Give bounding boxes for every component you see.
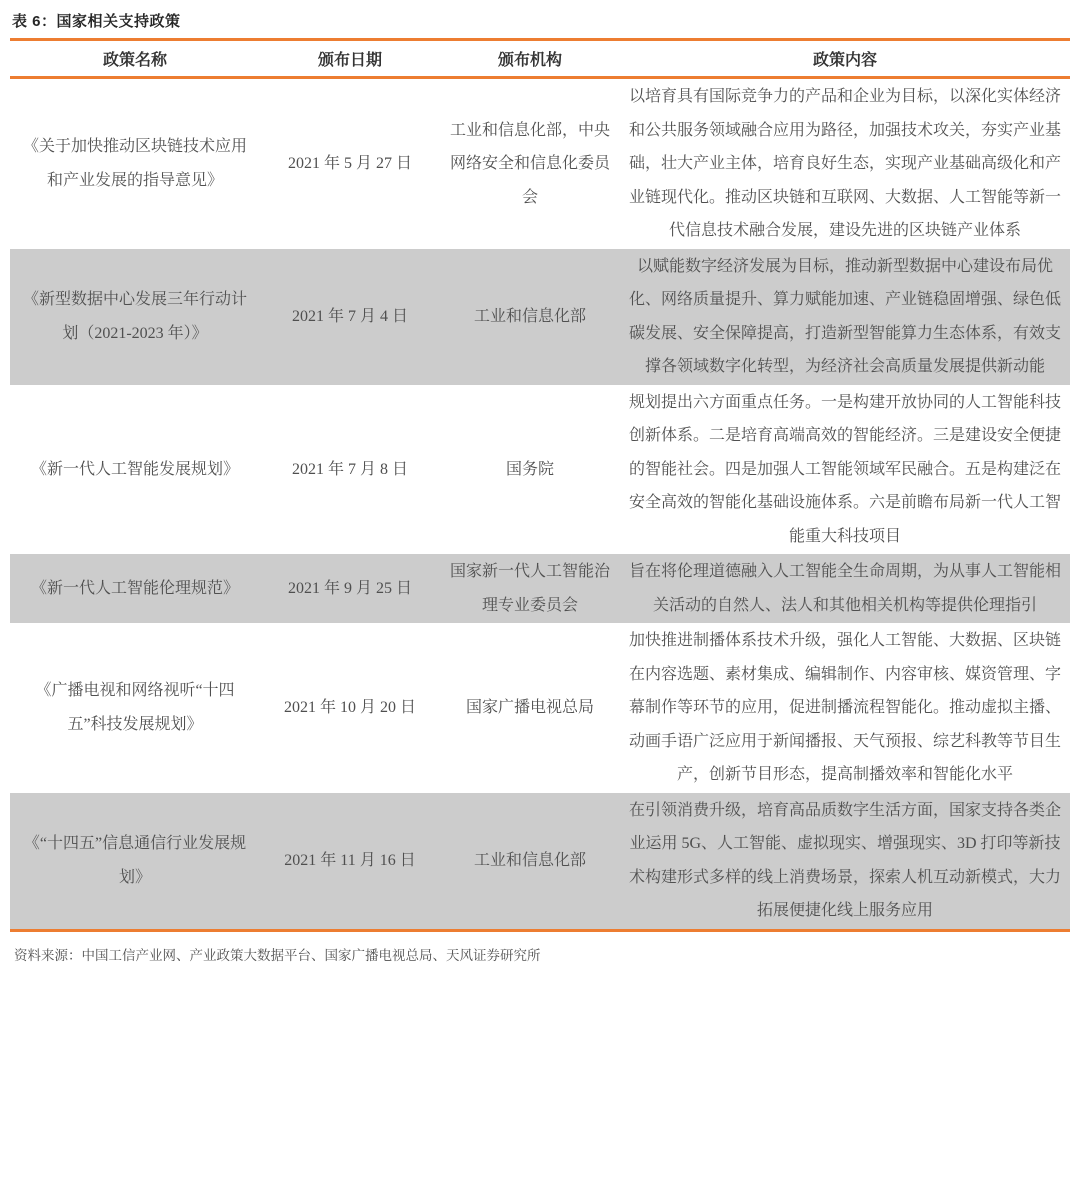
issue-agency-cell: 国家广播电视总局 [465,699,594,716]
table-body [10,78,1070,931]
policy-name-cell: 《广播电视和网络视听“十四五”科技发展规划》 [35,682,235,733]
table-row [10,249,1070,385]
table-row [10,623,1070,793]
policy-content-cell: 加快推进制播体系技术升级，强化人工智能、大数据、区块链在内容选题、素材集成、编辑制作、内容审核、媒资管理、字幕制作等环节的应用，促进制播流程智能化。推动虚拟主播、动画手语广泛应用于新闻播报、天气预报、综艺科教等节目生产，创新节目形态，提高制播效率和智能化水平 [629,632,1062,783]
issue-agency-cell: 国务院 [505,460,554,478]
policy-content-cell: 规划提出六方面重点任务。一是构建开放协同的人工智能科技创新体系。二是培育高端高效的智能经济。三是建设安全便捷的智能社会。四是加强人工智能领域军民融合。五是构建泛在安全高效的智能化基础设施体系。六是前瞻布局新一代人工智能重大科技项目 [629,393,1062,545]
issue-agency-cell: 工业和信息化部，中央网络安全和信息化委员会 [449,121,610,206]
issue-date-cell: 2021 年 5 月 27 日 [287,155,412,172]
col-header-policy-name: 政策名称 [10,40,260,78]
issue-date-cell: 2021 年 7 月 8 日 [291,460,408,478]
table-row [10,554,1070,623]
policy-name-cell: 《新一代人工智能发展规划》 [30,460,239,478]
issue-date-cell: 2021 年 9 月 25 日 [287,579,412,597]
issue-agency-cell: 工业和信息化部 [473,307,586,325]
policy-name-cell: 《新一代人工智能伦理规范》 [30,579,239,597]
issue-agency-cell: 国家新一代人工智能治理专业委员会 [449,563,610,614]
table-row [10,793,1070,931]
issue-agency-cell: 工业和信息化部 [473,851,586,869]
col-header-issue-agency: 颁布机构 [440,40,620,78]
policy-table [10,38,1070,932]
source-note: 资料来源：中国工信产业网、产业政策大数据平台、国家广播电视总局、天风证券研究所 [14,947,541,963]
policy-content-cell: 旨在将伦理道德融入人工智能全生命周期，为从事人工智能相关活动的自然人、法人和其他相关机构等提供伦理指引 [629,563,1062,614]
policy-name-cell: 《“十四五”信息通信行业发展规划》 [23,835,247,886]
issue-date-cell: 2021 年 11 月 16 日 [284,851,416,869]
col-header-issue-date: 颁布日期 [260,40,440,78]
issue-date-cell: 2021 年 10 月 20 日 [283,699,416,716]
table-row [10,78,1070,249]
issue-date-cell: 2021 年 7 月 4 日 [291,307,408,325]
policy-content-cell: 以培育具有国际竞争力的产品和企业为目标，以深化实体经济和公共服务领域融合应用为路径，加强技术攻关，夯实产业基础，壮大产业主体，培育良好生态，实现产业基础高级化和产业链现代化。推动区块链和互联网、大数据、人工智能等新一代信息技术融合发展，建设先进的区块链产业体系 [629,88,1062,239]
table-header [10,40,1070,78]
header-row [10,40,1070,78]
table-title: 表 6：国家相关支持政策 [12,13,181,30]
policy-content-cell: 以赋能数字经济发展为目标，推动新型数据中心建设布局优化、网络质量提升、算力赋能加速、产业链稳固增强、绿色低碳发展、安全保障提高，打造新型智能算力生态体系，有效支撑各领域数字化转型，为经济社会高质量发展提供新动能 [629,257,1062,375]
policy-content-cell: 在引领消费升级，培育高品质数字生活方面，国家支持各类企业运用 5G、人工智能、虚拟现实、增强现实、3D 打印等新技术构建形式多样的线上消费场景，探索人机互动新模式，大力拓展便捷化线上服务应用 [629,801,1062,919]
policy-name-cell: 《关于加快推动区块链技术应用和产业发展的指导意见》 [22,138,247,189]
table-row [10,385,1070,555]
col-header-policy-content: 政策内容 [620,40,1070,78]
policy-name-cell: 《新型数据中心发展三年行动计划（2021-2023 年）》 [22,291,247,342]
